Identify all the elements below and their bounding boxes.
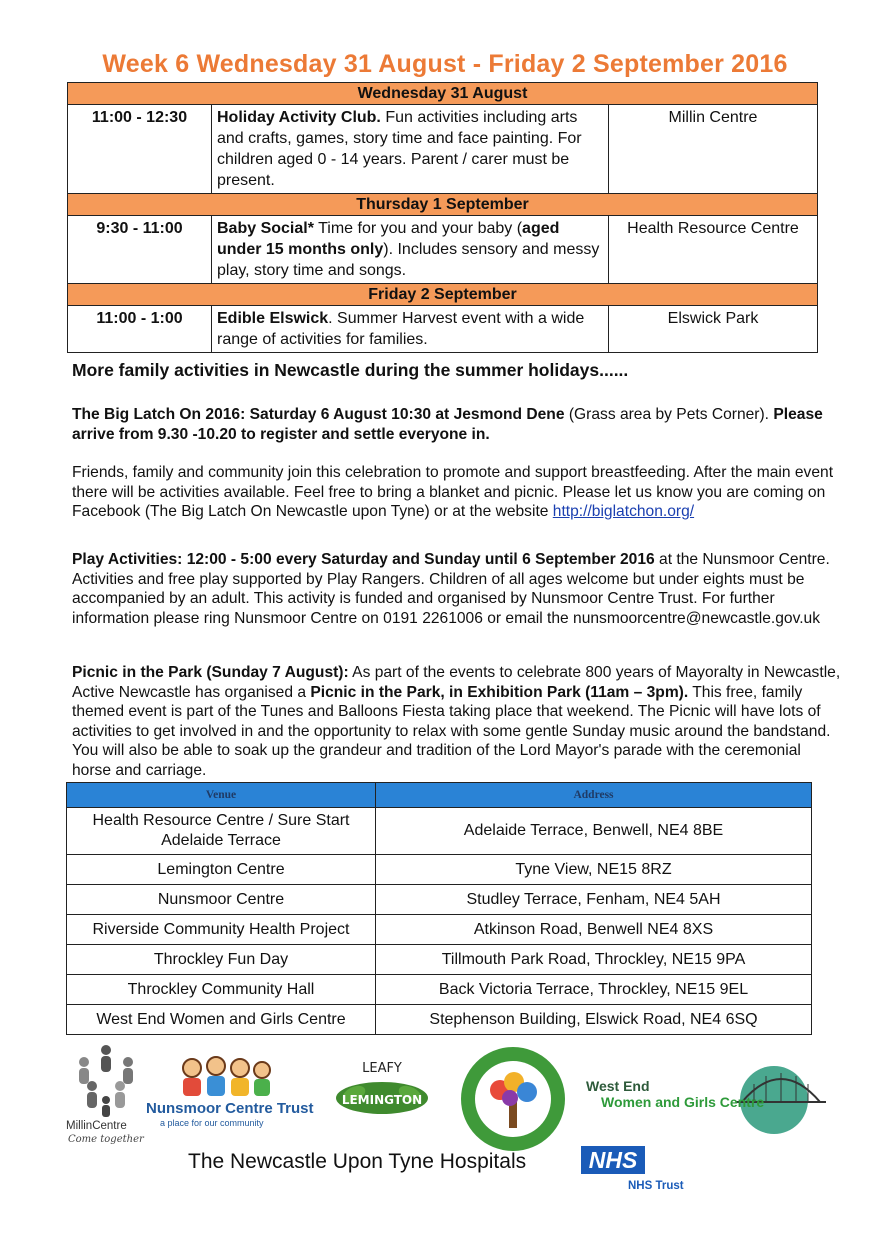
nunsmoor-tagline: a place for our community [160,1118,264,1128]
event-detail: . Summer Harvest event with a wide range of activities for families. [217,310,585,348]
partner-logos [60,1042,840,1252]
nhs-trust-label: NHS Trust [628,1180,684,1192]
venue-address: Tyne View, NE15 8RZ [376,855,812,885]
event-time: 9:30 - 11:00 [68,216,212,284]
event-venue: Millin Centre [609,105,818,194]
venue-name: Nunsmoor Centre [67,885,376,915]
venues-table [66,782,812,1035]
picnic-paragraph [72,663,842,780]
westend-line-2: Women and Girls Centre [601,1094,765,1110]
venue-name: Throckley Community Hall [67,975,376,1005]
table-row [68,105,818,194]
event-time: 11:00 - 1:00 [68,306,212,353]
table-row [68,216,818,284]
venue-address: Back Victoria Terrace, Throckley, NE15 9EL [376,975,812,1005]
millin-centre-logo [66,1042,146,1152]
event-name: Holiday Activity Club. [217,109,381,126]
table-row [67,808,812,855]
play-paragraph [72,550,842,628]
venue-name: Lemington Centre [67,855,376,885]
people-icon [66,1042,146,1120]
event-age-note: aged under 15 months only [217,220,560,258]
tree-icon [458,1044,568,1154]
venue-address: Stephenson Building, Elswick Road, NE4 6SQ [376,1005,812,1035]
greening-wingrove-logo [458,1044,568,1154]
nhs-badge: NHS [581,1146,645,1174]
latch-section [72,405,842,522]
play-title: Play Activities: 12:00 - 5:00 every Saturday and Sunday until 6 September 2016 [72,551,655,568]
table-row [67,885,812,915]
table-row [67,915,812,945]
venue-address: Atkinson Road, Benwell NE4 8XS [376,915,812,945]
hospitals-name: The Newcastle Upon Tyne Hospitals [188,1150,527,1173]
day-row [68,83,818,105]
table-header-row [67,783,812,808]
table-row [67,945,812,975]
event-description [212,105,609,194]
event-name: Baby Social* [217,220,314,237]
picnic-title: Picnic in the Park (Sunday 7 August): [72,664,349,681]
day-heading: Friday 2 September [68,284,818,306]
event-time: 11:00 - 12:30 [68,105,212,194]
event-description [212,306,609,353]
day-heading: Thursday 1 September [68,194,818,216]
latch-arrival: Please arrive from 9.30 -10.20 to register and settle everyone in. [72,406,823,443]
leafy-lemington-logo [332,1054,432,1124]
event-detail: ). Includes sensory and messy play, story time and songs. [217,241,600,279]
leafy-word: LEAFY [362,1061,402,1076]
westend-line-1: West End [586,1078,650,1094]
west-end-women-girls-logo [586,1062,836,1142]
venue-address: Tillmouth Park Road, Throckley, NE15 9PA [376,945,812,975]
lemington-word: LEMINGTON [341,1093,423,1107]
event-detail: Time for you and your baby ( [313,220,523,237]
millin-name: MillinCentre [66,1120,127,1132]
latch-title: The Big Latch On 2016: Saturday 6 August 10:30 at Jesmond Dene [72,406,565,423]
event-venue: Elswick Park [609,306,818,353]
column-header-address: Address [376,783,812,808]
venue-address: Studley Terrace, Fenham, NE4 5AH [376,885,812,915]
venue-name: West End Women and Girls Centre [67,1005,376,1035]
table-row [67,975,812,1005]
event-venue: Health Resource Centre [609,216,818,284]
picnic-section [72,663,842,780]
millin-tagline: Come together [68,1134,144,1145]
picnic-body: This free, family themed event is part of the Tunes and Balloons Fiesta taking place that weekend. The Picnic will have lots of activities to get involved in and the opportunity to relax with some gentle Sunday music around the bandstand. You will also be able to soak up the grandeur and tradition of the Lord Mayor's parade with the ceremonial horse and carriage. [72,683,831,779]
children-icon [176,1054,276,1098]
venue-name: Throckley Fun Day [67,945,376,975]
column-header-venue: Venue [67,783,376,808]
play-body: at the Nunsmoor Centre. Activities and free play supported by Play Rangers. Children of all ages welcome but under eights must be accompanied by an adult. This activity is funded and organised by Nunsmoor Centre Trust. For further information please ring Nunsmoor Centre on 0191 2261006 or email the nunsmoorcentre@newcastle.gov.uk [72,551,830,627]
table-row [68,306,818,353]
nunsmoor-name: Nunsmoor Centre Trust [146,1100,314,1117]
day-heading: Wednesday 31 August [68,83,818,105]
section-heading: More family activities in Newcastle during the summer holidays...... [72,360,629,380]
event-description [212,216,609,284]
nunsmoor-logo [146,1054,316,1134]
event-name: Edible Elswick [217,310,329,327]
picnic-location: Picnic in the Park, in Exhibition Park (11am – 3pm). [310,683,689,701]
biglatchon-link[interactable]: http://biglatchon.org/ [552,503,695,520]
venue-name: Health Resource Centre / Sure Start Adelaide Terrace [67,808,376,855]
day-row [68,194,818,216]
latch-intro [72,405,842,444]
leaf-icon [332,1054,432,1124]
table-row [67,855,812,885]
schedule-table [67,82,818,353]
page-title: Week 6 Wednesday 31 August - Friday 2 September 2016 [102,50,788,78]
picnic-body: As part of the events to celebrate 800 years of Mayoralty in Newcastle, Active Newcastle has organised a [72,664,841,701]
nhs-logo [188,1140,708,1200]
play-section [72,550,842,628]
latch-location: (Grass area by Pets Corner). [564,406,774,423]
venue-name: Riverside Community Health Project [67,915,376,945]
table-row [67,1005,812,1035]
venue-address: Adelaide Terrace, Benwell, NE4 8BE [376,808,812,855]
latch-body: Friends, family and community join this celebration to promote and support breastfeeding. After the main event there will be activities available. Feel free to bring a blanket and picnic. Please let us know you are coming on Facebook (The Big Latch On Newcastle upon Tyne) or at the website [72,464,834,520]
latch-details [72,463,842,522]
day-row [68,284,818,306]
event-detail: Fun activities including arts and crafts, games, story time and face painting. For children aged 0 - 14 years. Parent / carer must be present. [217,109,582,189]
